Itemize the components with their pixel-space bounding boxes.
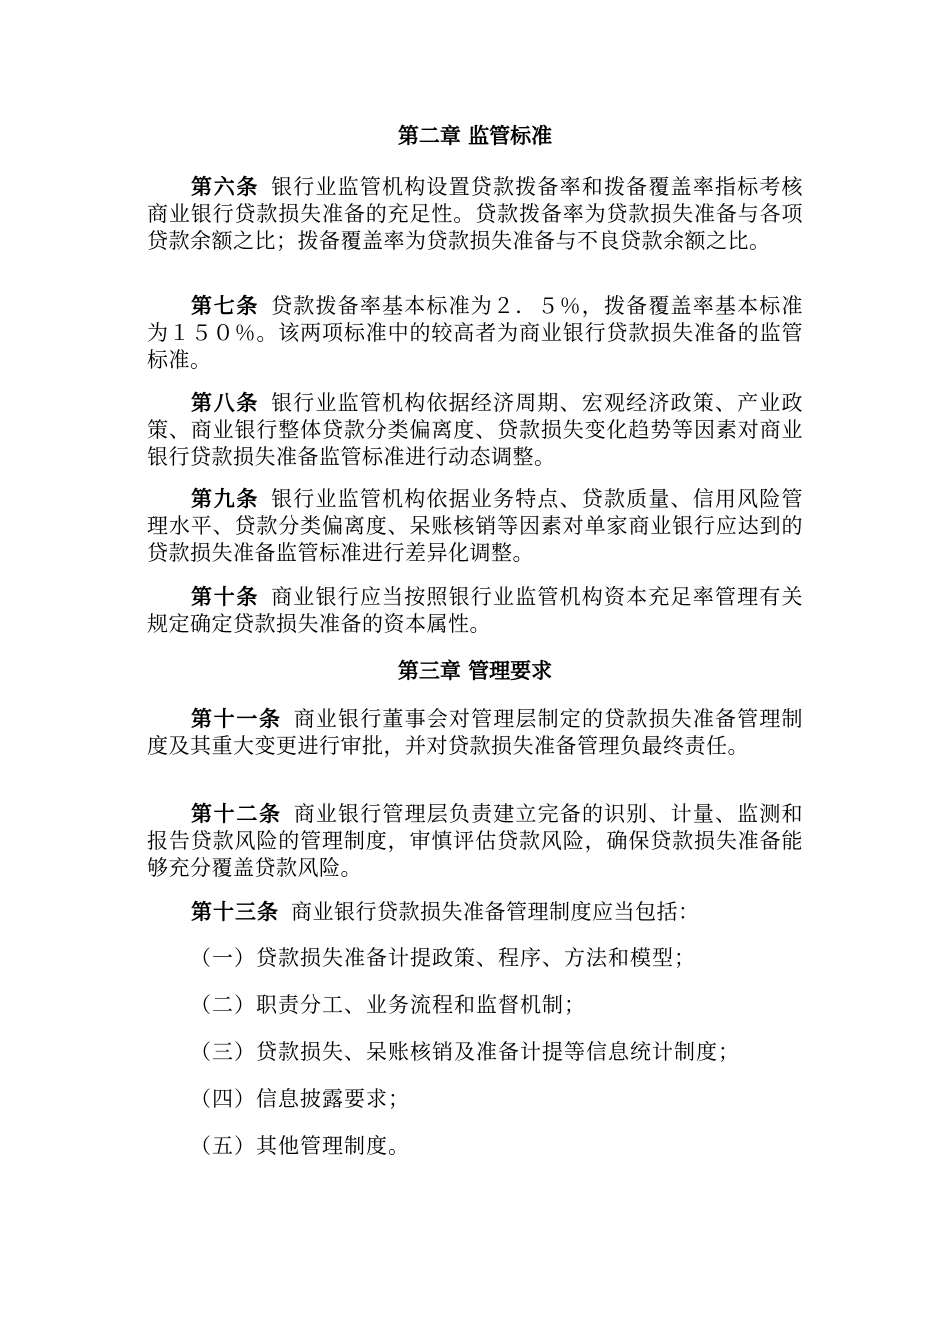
article-13-text: 商业银行贷款损失准备管理制度应当包括：: [291, 900, 700, 924]
article-11: [147, 706, 803, 760]
article-13-label: 第十三条: [191, 900, 279, 924]
article-9: [147, 486, 803, 567]
article-8: [147, 390, 803, 471]
article-12-text: 商业银行管理层负责建立完备的识别、计量、监测和报告贷款风险的管理制度，审慎评估贷款风险，确保贷款损失准备能够充分覆盖贷款风险。: [147, 802, 804, 880]
list-item: （四）信息披露要求；: [190, 1087, 410, 1111]
article-12-label: 第十二条: [191, 802, 282, 826]
article-7: [147, 293, 803, 374]
article-8-text: 银行业监管机构依据经济周期、宏观经济政策、产业政策、商业银行整体贷款分类偏离度、贷款损失变化趋势等因素对商业银行贷款损失准备监管标准进行动态调整。: [147, 391, 803, 469]
article-9-text: 银行业监管机构依据业务特点、贷款质量、信用风险管理水平、贷款分类偏离度、呆账核销等因素对单家商业银行应达到的贷款损失准备监管标准进行差异化调整。: [147, 487, 803, 565]
chapter-3-title: 第三章 管理要求: [397, 659, 553, 683]
list-item: （二）职责分工、业务流程和监督机制；: [190, 993, 586, 1017]
article-11-text: 商业银行董事会对管理层制定的贷款损失准备管理制度及其重大变更进行审批，并对贷款损失准备管理负最终责任。: [147, 707, 804, 758]
article-8-label: 第八条: [191, 391, 260, 415]
article-6: [147, 174, 803, 255]
article-10-text: 商业银行应当按照银行业监管机构资本充足率管理有关规定确定贷款损失准备的资本属性。: [147, 585, 803, 636]
article-11-label: 第十一条: [191, 707, 282, 731]
chapter-2-title: 第二章 监管标准: [397, 124, 553, 148]
list-item: （一）贷款损失准备计提政策、程序、方法和模型；: [190, 946, 696, 970]
article-7-label: 第七条: [191, 294, 260, 318]
article-9-label: 第九条: [191, 487, 260, 511]
list-item: （三）贷款损失、呆账核销及准备计提等信息统计制度；: [190, 1040, 740, 1064]
article-10: [147, 584, 803, 638]
article-6-label: 第六条: [191, 175, 260, 199]
article-7-text: 贷款拨备率基本标准为２．５％，拨备覆盖率基本标准为１５０％。该两项标准中的较高者为商业银行贷款损失准备的监管标准。: [147, 294, 803, 372]
article-12: [147, 801, 803, 882]
list-item: （五）其他管理制度。: [190, 1134, 410, 1158]
article-10-label: 第十条: [191, 585, 260, 609]
article-6-text: 银行业监管机构设置贷款拨备率和拨备覆盖率指标考核商业银行贷款损失准备的充足性。贷款拨备率为贷款损失准备与各项贷款余额之比；拨备覆盖率为贷款损失准备与不良贷款余额之比。: [147, 175, 803, 253]
article-13: [147, 899, 803, 926]
